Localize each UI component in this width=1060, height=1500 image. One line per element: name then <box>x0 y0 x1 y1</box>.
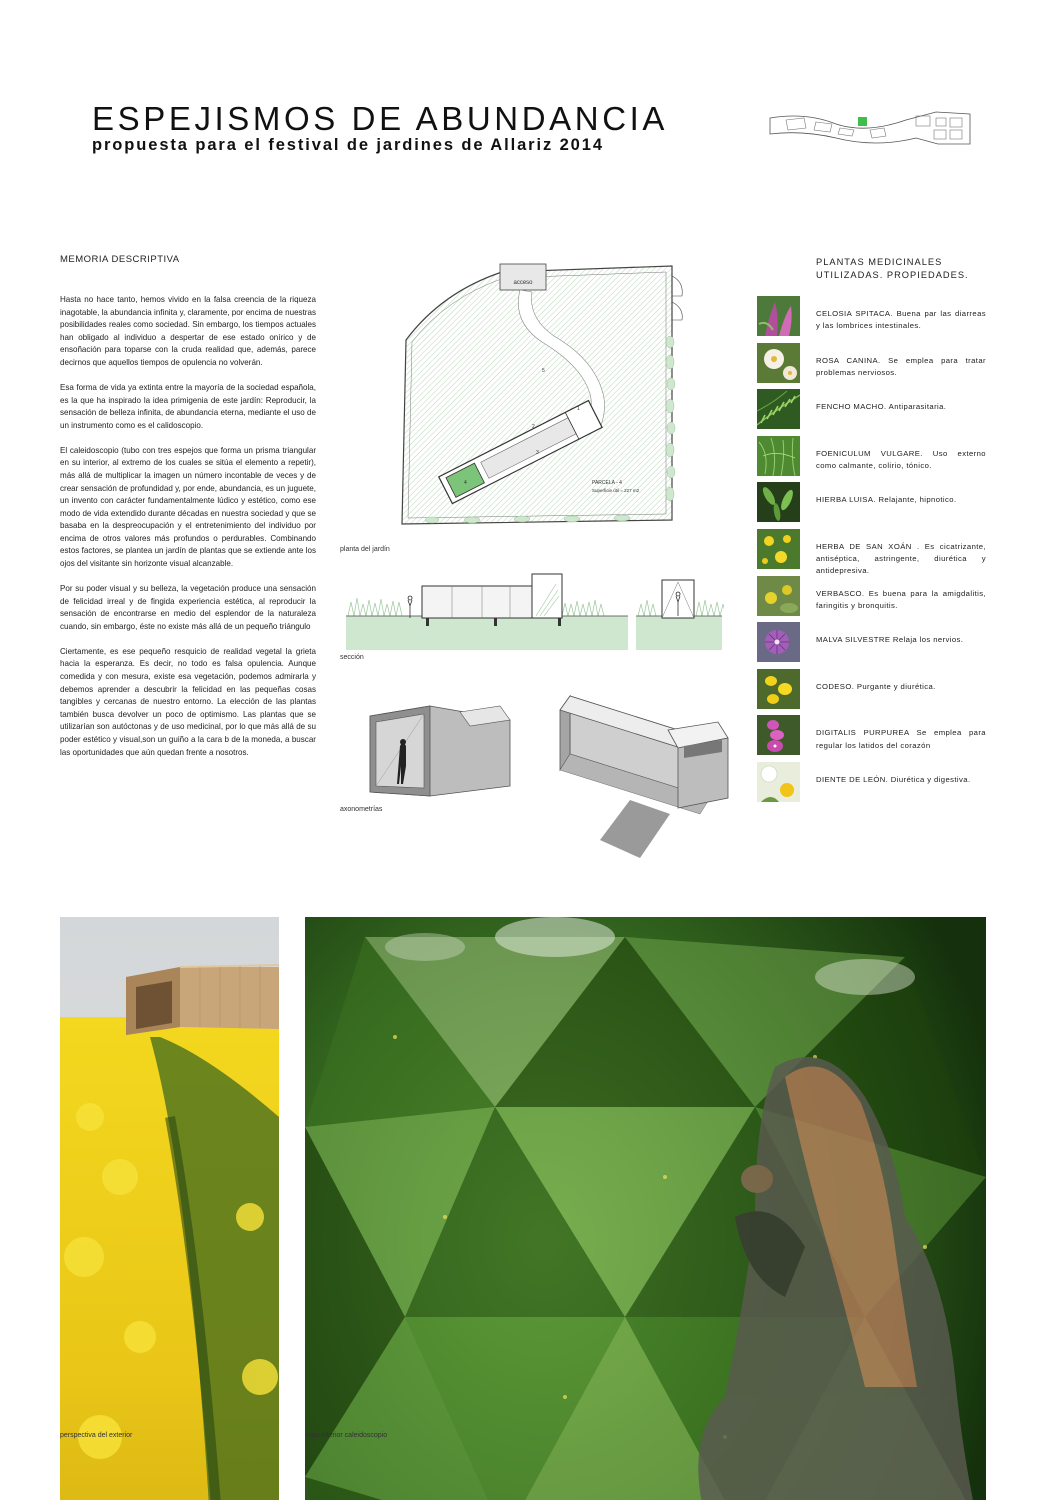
st-johns-wort-icon <box>757 529 800 569</box>
plant-description <box>816 355 986 379</box>
plan-number: 4 <box>464 480 467 486</box>
plan-number: 3 <box>536 450 539 456</box>
plant-properties: Purgante y diurética. <box>856 681 936 691</box>
axonometry-caption: axonometrías <box>340 806 383 813</box>
plant-properties: Antiparasitaria. <box>888 402 947 412</box>
plant-description <box>816 308 986 332</box>
plant-name: VERBASCO. <box>816 588 865 598</box>
plant-name: MALVA SILVESTRE <box>816 635 891 645</box>
plant-name: DIGITALIS PURPUREA <box>816 728 910 738</box>
broom-flower-icon <box>757 669 800 709</box>
plant-item <box>757 574 987 621</box>
plantas-heading-line: PLANTAS MEDICINALES <box>816 257 943 267</box>
plant-name: DIENTE DE LEÓN. <box>816 774 889 784</box>
plant-item <box>757 341 987 388</box>
plant-properties: Es buena para la amigdalitis, faringitis y bronquitis. <box>816 588 986 610</box>
plant-description <box>816 727 986 751</box>
foxglove-icon <box>757 715 800 755</box>
plant-description <box>816 634 986 646</box>
garden-plan-drawing <box>372 262 692 547</box>
interior-photo-caption: vista interior caleidoscopio <box>305 1432 388 1439</box>
plant-item <box>757 713 987 760</box>
exterior-photo-caption: perspectiva del exterior <box>60 1432 133 1439</box>
plant-item <box>757 620 987 667</box>
plant-name: HERBA DE SAN XOÁN . <box>816 541 920 551</box>
plant-item <box>757 760 987 807</box>
plant-description <box>816 494 986 506</box>
plan-number: 5 <box>542 368 545 374</box>
plant-properties: Relaja los nervios. <box>892 635 964 645</box>
mullein-icon <box>757 576 800 616</box>
plant-description <box>816 681 986 693</box>
plant-name: ROSA CANINA. <box>816 355 881 365</box>
plant-list <box>757 294 987 807</box>
section-drawing <box>344 572 724 654</box>
axonometry-interior-drawing <box>360 696 530 806</box>
plan-parcel-label: PARCELA - 4 <box>592 480 622 486</box>
memoria-paragraph: Por su poder visual y su belleza, la vegetación produce una sensación de felicidad irreal y de fingida experiencia estética, al reproducir la sensación de encontrarse en medio del esplendor de la naturaleza cuando, sin embargo, éste no existe más allá de un pequeño triángulo <box>60 584 316 631</box>
plantas-heading-line: UTILIZADAS. PROPIEDADES. <box>816 270 969 280</box>
plant-properties: Es cicatrizante, antiséptica, astringente, diurética y antidepresiva. <box>816 541 986 576</box>
fennel-icon <box>757 436 800 476</box>
plant-description <box>816 541 986 578</box>
memoria-paragraph: Hasta no hace tanto, hemos vivido en la falsa creencia de la riqueza inagotable, la abundancia infinita y, claramente, por encima de nuestras posibilidades reales como sociedad. Sin embargo, los tiempos actuales han obligado al individuo a despertar de ese estado onírico y de ensoñación para toparse con la cruda realidad que, además, parece decirnos que aquellos tiempos de opulencia no volverán. <box>60 295 316 367</box>
site-locator-map <box>766 104 972 148</box>
exterior-perspective-photo <box>60 917 279 1500</box>
kaleidoscope-interior-photo <box>305 917 986 1500</box>
plant-item <box>757 527 987 574</box>
plant-properties: Diurética y digestiva. <box>890 774 971 784</box>
plan-number: 1 <box>577 406 580 412</box>
plant-description <box>816 588 986 612</box>
dandelion-icon <box>757 762 800 802</box>
plant-item <box>757 294 987 341</box>
plant-item <box>757 434 987 481</box>
memoria-text <box>60 294 316 772</box>
plant-properties: Relajante, hipnotico. <box>878 495 957 505</box>
plant-name: HIERBA LUISA. <box>816 495 876 505</box>
plant-description <box>816 448 986 472</box>
plant-properties: Buena par las diarreas y las lombrices intestinales. <box>816 309 986 331</box>
axonometry-exterior-drawing <box>540 690 730 860</box>
plant-name: FOENICULUM VULGARE. <box>816 448 923 458</box>
plant-properties: Se emplea para tratar problemas nerviosos. <box>816 355 986 377</box>
plant-item <box>757 387 987 434</box>
plan-area-label: Superficie útil = 227 m2 <box>592 488 640 493</box>
poster-title: ESPEJISMOS DE ABUNDANCIA <box>92 100 669 137</box>
memoria-heading: MEMORIA DESCRIPTIVA <box>60 254 180 265</box>
plant-name: FENCHO MACHO. <box>816 402 887 412</box>
plant-properties: Uso externo como calmante, colirio, tónico. <box>816 448 986 470</box>
rose-flower-icon <box>757 343 800 383</box>
plan-access-label: acceso <box>513 280 533 286</box>
lemon-verbena-icon <box>757 482 800 522</box>
memoria-paragraph: Ciertamente, es ese pequeño resquicio de realidad vegetal la grieta hacia la esperanza. Es decir, no todo es falsa opulencia. Aunque comedida y con mesura, existe esa vegetación, podemos admirarla y debemos aprender a descubrir la felicidad en las pequeñas cosas tangibles y cercanas de nuestro entorno. La elección de las plantas también busca devolver un poco de optimismo. Las plantas que se utilizarían son autóctonas y de uso medicinal, por lo que más allá de su poder estético y visual,son un guiño a la cara b de la moneda, a buscar las oportunidades que aún quedan frente a nosotros. <box>60 646 316 757</box>
plan-number: 2 <box>532 424 535 430</box>
plant-name: CELOSIA SPITACA. <box>816 309 893 318</box>
plant-description <box>816 401 986 413</box>
section-caption: sección <box>340 654 364 661</box>
plant-item <box>757 480 987 527</box>
plant-item <box>757 667 987 714</box>
memoria-paragraph: Esa forma de vida ya extinta entre la mayoría de la sociedad española, es la que ha inspirado la idea primigenia de este jardín: Reproducir, la sensación de belleza infinita, de abundancia eterna, mediante el uso de un instrumento como es el calidoscopio. <box>60 382 316 430</box>
mallow-icon <box>757 622 800 662</box>
plant-properties: Se emplea para regular los latidos del corazón <box>816 728 986 750</box>
fern-icon <box>757 389 800 429</box>
poster-subtitle: propuesta para el festival de jardines de Allariz 2014 <box>92 136 604 154</box>
memoria-paragraph: El caleidoscopio (tubo con tres espejos que forma un prisma triangular en su interior, al extremo de los cuales se sitúa el elemento a repetir), más allá de multiplicar la imagen un número incontable de veces y de crear sensación de profundidad y, por ende, abundancia, es un juguete, un invento con carácter fundamentalmente lúdico y estético, como ese modo de vida extendido durante décadas en nuestra sociedad y que se basaba en la despreocupación y el entretenimiento del individuo por encima de otros valores más profundos o perdurables. Combinando estos factores, se plantea un jardín de plantas que se extiende ante los ojos del visitante sin horizonte visual alcanzable. <box>60 445 316 569</box>
plant-description <box>816 774 986 786</box>
plant-name: CODESO. <box>816 681 855 691</box>
plantas-heading <box>816 256 969 282</box>
celosia-flower-icon <box>757 296 800 336</box>
plan-caption: planta del jardín <box>340 546 390 553</box>
